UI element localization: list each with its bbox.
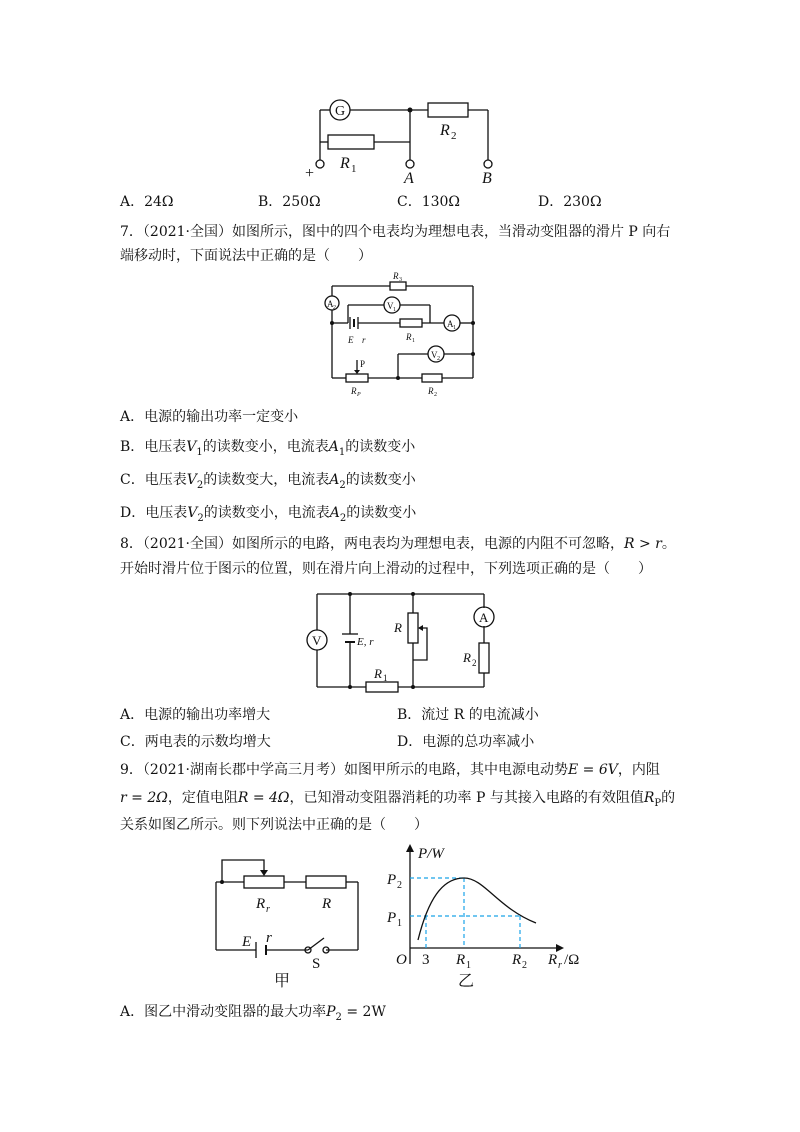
r2-sub: 2 [472,658,477,668]
resistor-r [306,876,346,888]
q9-stem-line1: 9．（2021·湖南长郡中学高三月考）如图甲所示的电路，其中电源电动势E = 6V，内阻 [120,762,660,778]
battery-icon [342,634,358,642]
q9-option-a: A．图乙中滑动变阻器的最大功率$P_2 = 2W$ [120,1004,386,1023]
q7-stem-line1: 7．（2021·全国）如图所示，图中的四个电表均为理想电表，当滑动变阻器的滑片 P 向右 [120,224,671,240]
caption-yi: 乙 [458,973,475,990]
v1-sub: 1 [393,307,396,313]
p2-sub: 2 [397,880,402,891]
q6-option-d: D．230Ω [538,194,602,210]
tick-3: 3 [422,952,430,968]
x-axis-label-sub: r [558,960,562,971]
terminal-b-label: B [482,170,492,187]
p-label: P [360,359,366,369]
plus-label: + [305,165,315,182]
rheostat-rr [244,876,284,888]
a2-label: A [327,299,334,309]
x-axis-arrow-icon [556,944,564,952]
rheostat-rp [346,374,368,382]
tick-r2-sub: 2 [522,960,527,971]
resistor-r1 [400,319,422,327]
rp-label: R [351,386,357,396]
rp-sub: P [357,392,361,398]
circuit-wires [330,286,475,380]
v1-label: V [387,301,394,311]
x-axis-unit: /Ω [564,952,580,968]
a2-sub: 2 [333,305,336,311]
r1-label: R [374,666,382,681]
r1-sub: 1 [351,163,357,175]
tick-r2: R [512,952,522,968]
x-axis-label: R [548,952,558,968]
r3-sub: 3 [399,277,402,283]
terminal-a-icon [406,160,414,168]
resistor-r1 [366,682,398,692]
switch-label: S [312,956,321,972]
r1-sub: 1 [412,338,415,344]
r1-label: R [340,155,350,172]
resistor-r2 [479,643,489,673]
resistor-r2 [428,103,468,117]
q8-option-a: A．电源的输出功率增大 [120,707,271,723]
e-label: E [242,934,252,950]
q7-stem-line2: 端移动时，下面说法中正确的是（ ） [120,248,372,264]
internal-r-label: r [266,930,272,946]
r2-sub: 2 [434,392,437,398]
tick-r1-sub: 1 [466,960,471,971]
r2-label: R [440,122,450,139]
p2-label: P [387,872,397,888]
rr-label: R [256,896,266,912]
q8-option-c: C．两电表的示数均增大 [120,734,271,750]
circuit-wires [320,108,488,161]
battery-icon [350,317,358,329]
q8-option-b: B．流过 R 的电流减小 [397,707,539,723]
r1-sub: 1 [383,673,388,683]
q8-stem-line1: 8．（2021·全国）如图所示的电路，两电表均为理想电表，电源的内阻不可忽略，R > r。 [120,536,676,552]
r2-label: R [428,386,434,396]
slider-arrow-icon [260,870,268,876]
figure-q8-circuit [300,588,510,698]
r1-label: R [406,332,412,342]
origin-label: O [396,952,407,968]
y-axis-label: P/W [418,846,444,862]
q8-stem-line2: 开始时滑片位于图示的位置，则在滑片向上滑动的过程中，下列选项正确的是（ ） [120,561,652,577]
power-curve [418,878,536,940]
v2-sub: 2 [437,356,440,362]
q9-stem-line3: 关系如图乙所示。则下列说法中正确的是（ ） [120,817,428,833]
figure-q9-graph-yi [380,842,600,990]
r3-label: R [393,271,399,281]
r-label: R [322,896,332,912]
y-axis-arrow-icon [406,844,414,852]
galvanometer-label: G [335,104,346,119]
terminal-b-icon [484,160,492,168]
circuit-wires [216,860,358,950]
r2-sub: 2 [451,130,457,142]
r-label: R [394,620,402,635]
figure-q9-circuit-jia [208,850,368,990]
switch-icon [305,938,329,953]
a1-sub: 1 [453,325,456,331]
tick-r1: R [456,952,466,968]
e-label: E [348,335,354,345]
voltmeter-label: V [312,633,322,648]
q7-option-a: A．电源的输出功率一定变小 [120,409,299,425]
rheostat-r [408,613,418,643]
q6-option-c: C．130Ω [397,194,461,210]
p1-label: P [387,910,397,926]
q7-option-c: C．电压表$V_2$的读数变大，电流表$A_2$的读数变小 [120,472,416,491]
r-label: r [362,335,366,345]
resistor-r1 [328,135,374,149]
resistor-r2 [422,374,442,382]
slider-arrow-icon [418,625,423,631]
rr-sub: r [266,904,270,915]
figure-q7-circuit [318,268,488,403]
q8-option-d: D．电源的总功率减小 [397,734,535,750]
figure-q6-circuit [300,90,520,190]
terminal-a-label: A [404,170,414,187]
ammeter-label: A [479,610,489,625]
battery-icon [256,942,266,958]
terminal-plus-icon [316,160,324,168]
q6-option-a: A．24Ω [120,194,174,210]
q7-option-b: B．电压表$V_1$的读数变小，电流表$A_1$的读数变小 [120,439,416,458]
q9-stem-line2: r = 2Ω，定值电阻R = 4Ω，已知滑动变阻器消耗的功率 P 与其接入电路的有效阻值$R_P$的 [120,790,676,809]
r2-label: R [463,650,471,665]
caption-jia: 甲 [274,973,291,990]
p1-sub: 1 [397,918,402,929]
resistor-r3 [390,282,406,290]
emf-label: E, r [357,636,374,648]
a1-label: A [447,319,454,329]
circuit-wires [317,592,484,689]
v2-label: V [431,350,438,360]
q6-option-b: B．250Ω [258,194,321,210]
q7-option-d: D．电压表$V_2$的读数变小，电流表$A_2$的读数变小 [120,505,417,524]
